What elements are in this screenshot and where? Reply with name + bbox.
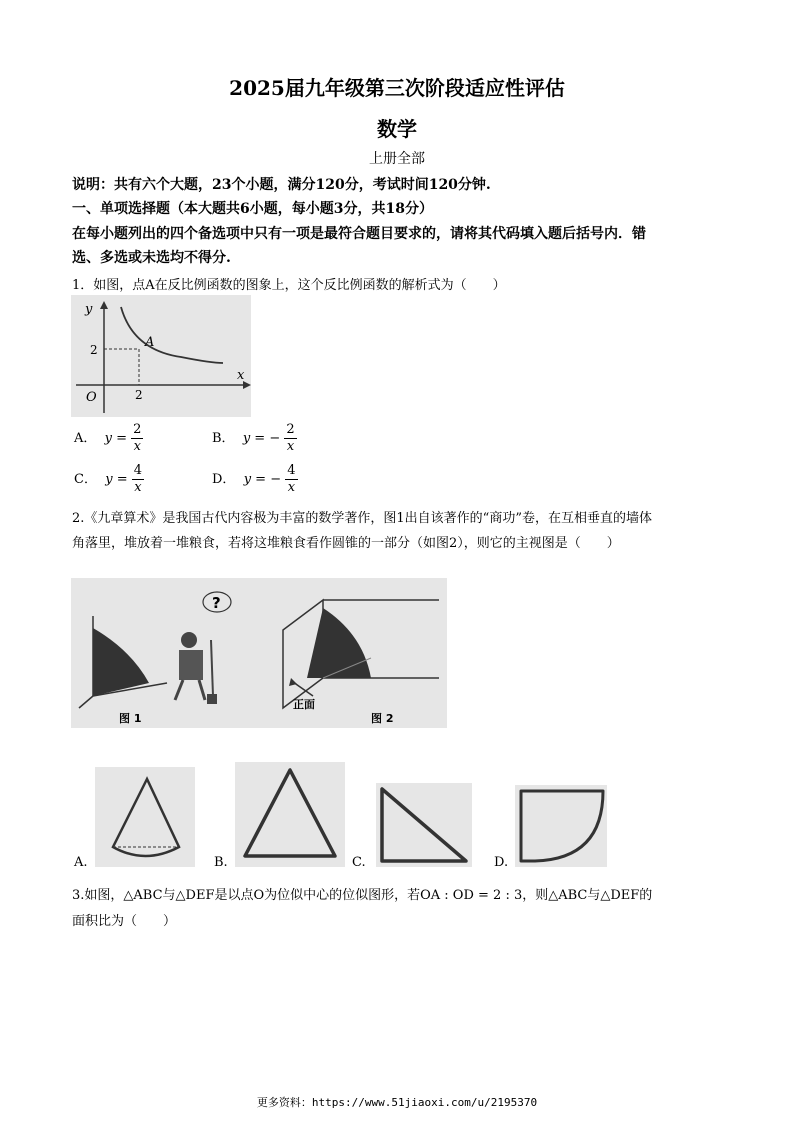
svg-text:x: x	[237, 368, 245, 383]
section-heading: 一、单项选择题（本大题共6小题，每小题3分，共18分）	[72, 201, 433, 217]
question-mark-icon: ?	[212, 594, 221, 612]
rule-line-1: 在每小题列出的四个备选项中只有一项是最符合题目要求的，请将其代码填入题后括号内．错	[72, 226, 646, 242]
q1-option-d[interactable]: D． y = − $\frac{4}{x}$	[212, 463, 296, 495]
page-title: 2025届九年级第三次阶段适应性评估	[229, 76, 565, 100]
q1-option-b[interactable]: B． y = − $\frac{2}{x}$	[212, 422, 295, 454]
svg-text:正面: 正面	[293, 698, 315, 711]
svg-text:图 1: 图 1	[119, 712, 142, 725]
svg-text:y: y	[85, 302, 93, 317]
footer-link[interactable]: 更多资料：https://www.51jiaoxi.com/u/2195370	[256, 1096, 538, 1109]
svg-text:A: A	[145, 335, 155, 350]
svg-text:2: 2	[90, 343, 98, 357]
q1-option-c[interactable]: C． y = $\frac{4}{x}$	[74, 463, 143, 495]
q2-option-a[interactable]: A.	[74, 855, 88, 870]
question-1-text: 1．如图，点A在反比例函数的图象上，这个反比例函数的解析式为（ ）	[72, 278, 506, 293]
svg-text:图 2: 图 2	[371, 712, 394, 725]
q1-graph-figure	[71, 295, 251, 417]
q2-option-d[interactable]: D.	[494, 855, 509, 870]
q2-figures	[71, 578, 447, 728]
svg-text:2: 2	[135, 388, 143, 402]
q2-choice-d-figure[interactable]	[515, 785, 607, 867]
q2-choice-b-figure[interactable]	[235, 762, 345, 867]
question-2-line-1: 2.《九章算术》是我国古代内容极为丰富的数学著作，图1出自该著作的“商功”卷，在互相垂直的墙体	[72, 511, 652, 526]
question-3-line-2: 面积比为（ ）	[72, 914, 177, 929]
q2-choice-a-figure[interactable]	[95, 767, 195, 867]
rule-line-2: 选、多选或未选均不得分.	[72, 250, 231, 266]
subject-title: 数学	[377, 117, 417, 141]
q2-option-c[interactable]: C.	[352, 855, 366, 870]
svg-text:O: O	[86, 390, 97, 405]
question-3-line-1: 3.如图，△ABC与△DEF是以点O为位似中心的位似图形，若OA : OD = 2 : 3，则△ABC与△DEF的	[72, 888, 653, 903]
q2-option-b[interactable]: B.	[214, 855, 228, 870]
exam-note: 说明：共有六个大题，23个小题，满分120分，考试时间120分钟.	[72, 177, 491, 193]
q1-option-a[interactable]: A． y = $\frac{2}{x}$	[74, 422, 142, 454]
scope-note: 上册全部	[369, 151, 425, 167]
q2-choice-c-figure[interactable]	[376, 783, 472, 867]
question-2-line-2: 角落里，堆放着一堆粮食，若将这堆粮食看作圆锥的一部分（如图2），则它的主视图是（ ）	[72, 536, 620, 551]
